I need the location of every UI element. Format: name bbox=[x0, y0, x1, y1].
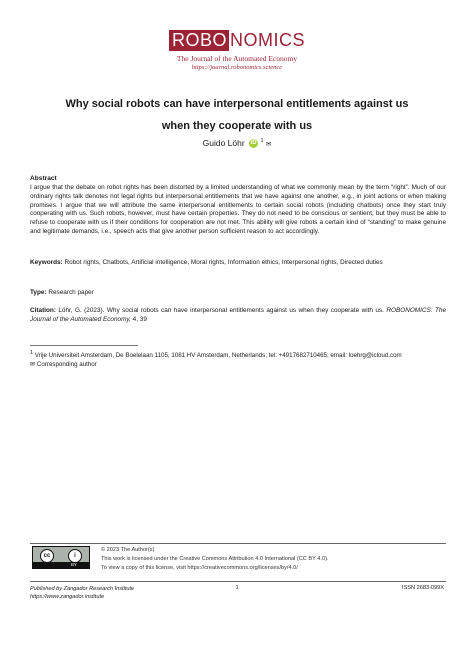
affiliation-text: Vrije Universiteit Amsterdam, De Boelelaan 1105, 1081 HV Amsterdam, Netherlands; tel: +4917682710465; email: loehrg@icloud.com bbox=[34, 352, 402, 360]
page-number: 1 bbox=[235, 585, 239, 591]
type-text: Research paper bbox=[48, 289, 94, 296]
affiliation-footnote bbox=[30, 349, 446, 361]
license-url-line[interactable]: To view a copy of this license, visit https://creativecommons.org/licenses/by/4.0/ bbox=[101, 565, 298, 571]
citation-text: Löhr, G. (2023). Why social robots can have interpersonal entitlements against us when they cooperate with us. bbox=[58, 307, 384, 314]
keywords-text: Robot rights, Chatbots, Artificial intelligence, Moral rights, Information ethics, Interpersonal rights, Directed duties bbox=[64, 259, 383, 266]
abstract-text: I argue that the debate on robot rights has been distorted by a limited understanding of what we commonly mean by the term “right”. Much of our ordinary rights talk denotes not legal rights but interpersonal entitlements that we have against one another, e.g., in joint actions or when making promises. I argue that we will attribute the same interpersonal entitlements to certain social robots (including chatbots) once they start truly cooperating with us. Such robots, however, must have certain properties. They do not need to be conscious or sentient, but they must be able to refuse to cooperate with us if their conditions for cooperation are not met. This ability will give robots a certain kind of “standing” to make genuine and legitimate demands, i.e., speech acts that give another person sufficient reason to act accordingly. bbox=[30, 184, 446, 235]
journal-logo[interactable] bbox=[169, 30, 305, 51]
journal-name: The Journal of the Automated Economy bbox=[176, 54, 298, 63]
copyright-line: © 2023 The Author(s) bbox=[101, 547, 155, 553]
publisher-url-link[interactable]: https://www.zangador.institute bbox=[30, 594, 105, 600]
cc-icon: cc bbox=[40, 549, 54, 563]
keywords bbox=[30, 259, 446, 268]
envelope-icon[interactable]: ✉ bbox=[265, 141, 272, 148]
author-affiliation-marker: 1 bbox=[260, 138, 264, 145]
by-label: BY bbox=[70, 562, 77, 567]
article-title bbox=[20, 93, 454, 137]
license-divider bbox=[30, 543, 446, 544]
orcid-icon[interactable]: iD bbox=[250, 140, 257, 147]
citation bbox=[30, 307, 446, 325]
citation-volume: 4, 39 bbox=[132, 315, 147, 323]
title-line-2: when they cooperate with us bbox=[161, 120, 313, 132]
cc-by-badge[interactable] bbox=[32, 546, 90, 569]
journal-masthead bbox=[0, 30, 474, 71]
issn: ISSN 2683-099X bbox=[402, 585, 444, 591]
publisher-name: Published by Zangador Research Institute bbox=[30, 586, 135, 592]
corresponding-author-note bbox=[30, 361, 446, 370]
journal-url-link[interactable]: https://journal.robonomics.science bbox=[191, 64, 283, 71]
envelope-icon: ✉ bbox=[30, 360, 36, 368]
logo-nomics: NOMICS bbox=[230, 30, 305, 50]
logo-robo: ROBO bbox=[169, 30, 229, 51]
footer-divider bbox=[30, 581, 446, 582]
title-line-1: Why social robots can have interpersonal entitlements against us bbox=[65, 98, 409, 110]
author-name: Guido Löhr bbox=[202, 138, 245, 148]
citation-label: Citation: bbox=[30, 307, 56, 314]
corresponding-author-text: Corresponding author bbox=[36, 360, 97, 368]
license-text bbox=[101, 546, 454, 573]
footnote bbox=[30, 349, 446, 370]
abstract-heading: Abstract bbox=[30, 175, 57, 182]
article-type bbox=[30, 289, 446, 298]
license-line: This work is licensed under the Creative Commons Attribution 4.0 International (CC BY 4.0). bbox=[101, 556, 329, 562]
type-label: Type: bbox=[30, 289, 47, 296]
author-line bbox=[0, 138, 474, 148]
footnote-marker: 1 bbox=[30, 350, 34, 356]
footnote-divider bbox=[30, 345, 138, 346]
citation-journal: ROBONOMICS: The Journal of the Automated Economy, bbox=[30, 307, 446, 323]
cc-badge-bar bbox=[33, 562, 89, 568]
keywords-label: Keywords: bbox=[30, 259, 63, 266]
person-icon: i bbox=[68, 549, 82, 563]
